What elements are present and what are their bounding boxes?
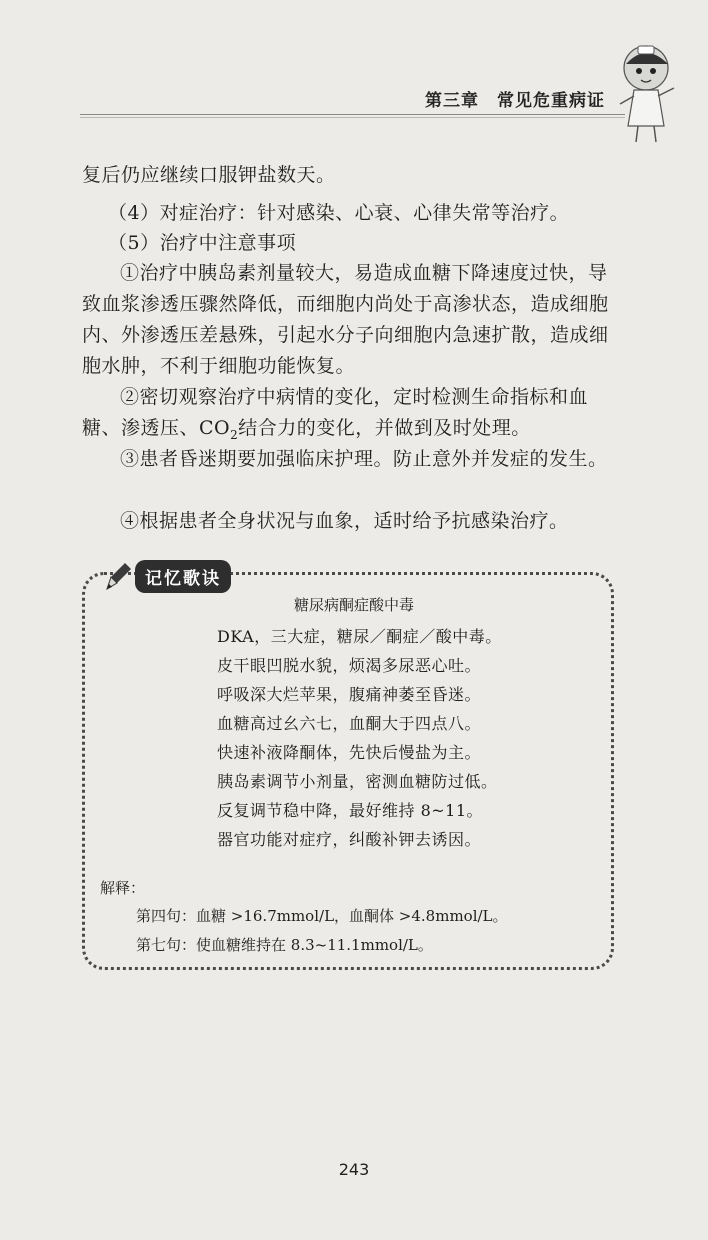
poem-line: 快速补液降酮体，先快后慢盐为主。 xyxy=(217,743,482,762)
poem-line: 血糖高过幺六七，血酮大于四点八。 xyxy=(217,714,482,733)
explanation-line: 第七句：使血糖维持在 8.3~11.1mmol/L。 xyxy=(136,936,433,954)
memory-tab-label: 记忆歌诀 xyxy=(135,560,231,593)
item-4-text: （4）对症治疗：针对感染、心衰、心律失常等治疗。 xyxy=(108,202,570,224)
item-4 xyxy=(108,198,648,229)
note-2 xyxy=(82,382,622,451)
note-3 xyxy=(82,444,622,475)
note-2-part-b: 结合力的变化，并做到及时处理。 xyxy=(238,417,531,439)
item-5-text: （5）治疗中注意事项 xyxy=(108,232,297,254)
poem-line: DKA，三大症，糖尿／酮症／酸中毒。 xyxy=(217,627,502,646)
header-rule xyxy=(80,114,625,115)
co2-subscript: 2 xyxy=(230,427,239,442)
poem-line: 皮干眼凹脱水貌，烦渴多尿恶心吐。 xyxy=(217,656,482,675)
explanations xyxy=(136,902,508,960)
explanation-label: 解释： xyxy=(100,879,146,897)
item-5 xyxy=(108,228,648,259)
poem-lines xyxy=(217,622,502,854)
poem-title: 糖尿病酮症酸中毒 xyxy=(293,596,414,614)
continuation-line: 复后仍应继续口服钾盐数天。 xyxy=(82,164,336,186)
note-4 xyxy=(82,506,622,537)
note-3-text: ③患者昏迷期要加强临床护理。防止意外并发症的发生。 xyxy=(120,448,608,470)
note-4-text: ④根据患者全身状况与血象，适时给予抗感染治疗。 xyxy=(120,510,569,532)
note-2-text xyxy=(82,382,622,451)
note-1 xyxy=(82,258,622,382)
poem-line: 呼吸深大烂苹果，腹痛神萎至昏迷。 xyxy=(217,685,482,704)
poem-line: 器官功能对症疗，纠酸补钾去诱因。 xyxy=(217,830,482,849)
poem-line: 反复调节稳中降，最好维持 8~11。 xyxy=(217,801,484,820)
continuation-text xyxy=(82,160,622,191)
pencil-icon xyxy=(103,559,133,593)
poem-line: 胰岛素调节小剂量，密测血糖防过低。 xyxy=(217,772,498,791)
nurse-mascot-icon xyxy=(612,38,682,146)
note-2-part-a: ②密切观察治疗中病情的变化，定时检测生命指标和血糖、渗透压、CO xyxy=(82,386,589,439)
page-number: 243 xyxy=(338,1160,370,1179)
note-1-text: ①治疗中胰岛素剂量较大，易造成血糖下降速度过快，导致血浆渗透压骤然降低，而细胞内尚处于高渗状态，造成细胞内、外渗透压差悬殊，引起水分子向细胞内急速扩散，造成细胞水肿，不利于细胞功能恢复。 xyxy=(82,262,609,377)
explanation-line: 第四句：血糖 >16.7mmol/L，血酮体 >4.8mmol/L。 xyxy=(136,907,508,925)
chapter-header: 第三章 常见危重病证 xyxy=(425,91,605,111)
header-rule-secondary xyxy=(80,117,625,118)
memory-tab xyxy=(103,560,231,592)
